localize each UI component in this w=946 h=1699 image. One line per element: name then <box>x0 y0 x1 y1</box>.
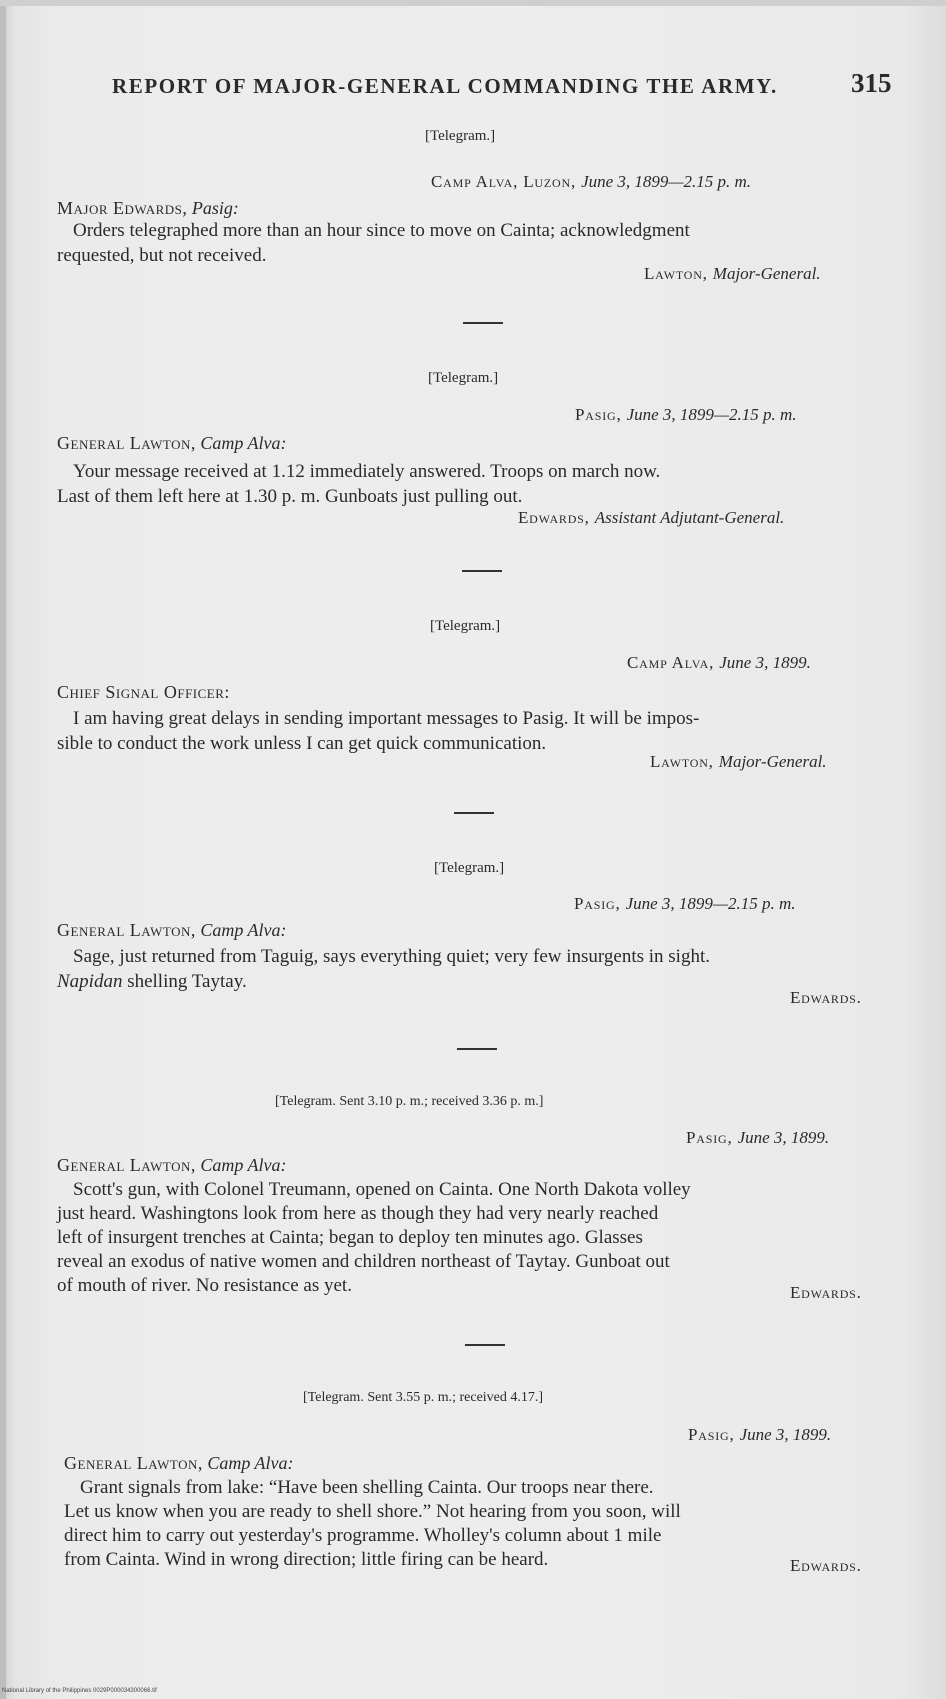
signature-name: Edwards. <box>790 1283 862 1302</box>
scan-footer: National Library of the Philippines 0029P000034300066.tif <box>2 1688 157 1694</box>
telegram-place-date <box>575 405 797 425</box>
telegram-place: Pasig, <box>574 894 621 913</box>
addressee-name: General Lawton, <box>57 433 196 453</box>
signature-name: Edwards, <box>518 508 590 527</box>
section-divider <box>454 812 494 814</box>
telegram-place: Pasig, <box>688 1425 735 1444</box>
telegram-signature <box>518 508 784 528</box>
telegram-addressee <box>64 1453 294 1474</box>
telegram-date: June 3, 1899—2.15 p. m. <box>625 894 796 913</box>
telegram-label: [Telegram.] <box>425 128 496 144</box>
section-divider <box>457 1048 497 1050</box>
addressee-name: General Lawton, <box>57 1155 196 1175</box>
telegram-date: June 3, 1899. <box>739 1425 832 1444</box>
telegram-signature <box>644 264 821 284</box>
addressee-location: Pasig: <box>191 198 239 218</box>
section-divider <box>463 322 503 324</box>
telegram-addressee <box>57 198 239 219</box>
addressee-name: General Lawton, <box>57 920 196 940</box>
signature-name: Lawton, <box>644 264 708 283</box>
body-line: Sage, just returned from Taguig, says everything quiet; very few insurgents in sight. <box>73 946 710 967</box>
section-divider <box>465 1344 505 1346</box>
telegram-addressee <box>57 433 287 454</box>
telegram-date: June 3, 1899—2.15 p. m. <box>626 405 797 424</box>
telegram-place-date <box>574 894 796 914</box>
body-line: sible to conduct the work unless I can get quick communication. <box>57 733 547 754</box>
signature-title: Major-General. <box>712 264 821 283</box>
page-number: 315 <box>851 68 892 98</box>
telegram-label: [Telegram. Sent 3.55 p. m.; received 4.17.] <box>303 1390 544 1405</box>
telegram-label: [Telegram. Sent 3.10 p. m.; received 3.36 p. m.] <box>275 1094 544 1109</box>
body-line: just heard. Washingtons look from here as though they had very nearly reached <box>57 1203 659 1224</box>
telegram-signature <box>790 1556 862 1576</box>
addressee-location: Camp Alva: <box>200 1155 287 1175</box>
telegram-label: [Telegram.] <box>434 860 505 876</box>
telegram-addressee <box>57 920 287 941</box>
telegram-signature <box>650 752 827 772</box>
body-line: reveal an exodus of native women and children northeast of Taytay. Gunboat out <box>57 1251 670 1272</box>
telegram-body <box>57 459 660 509</box>
signature-name: Edwards. <box>790 1556 862 1575</box>
signature-name: Lawton, <box>650 752 714 771</box>
addressee-name: Chief Signal Officer: <box>57 682 230 702</box>
body-line: of mouth of river. No resistance as yet. <box>57 1275 352 1296</box>
signature-name: Edwards. <box>790 988 862 1007</box>
telegram-signature <box>790 1283 862 1303</box>
body-line: from Cainta. Wind in wrong direction; little firing can be heard. <box>64 1549 549 1570</box>
body-line: Scott's gun, with Colonel Treumann, opened on Cainta. One North Dakota volley <box>73 1179 691 1200</box>
body-line: Your message received at 1.12 immediately answered. Troops on march now. <box>73 461 661 482</box>
signature-title: Assistant Adjutant-General. <box>594 508 785 527</box>
telegram-body <box>57 1178 691 1298</box>
telegram-place: Pasig, <box>575 405 622 424</box>
telegram-signature <box>790 988 862 1008</box>
telegram-body <box>57 944 710 994</box>
addressee-name: Major Edwards, <box>57 198 188 218</box>
telegram-label: [Telegram.] <box>428 370 499 386</box>
body-line: direct him to carry out yesterday's programme. Wholley's column about 1 mile <box>64 1525 662 1546</box>
body-line: Napidan shelling Taytay. <box>57 971 247 992</box>
telegram-date: June 3, 1899. <box>737 1128 830 1147</box>
body-line: requested, but not received. <box>57 245 267 266</box>
body-line: Last of them left here at 1.30 p. m. Gunboats just pulling out. <box>57 486 523 507</box>
vessel-name: Napidan <box>57 971 123 992</box>
telegram-place: Pasig, <box>686 1128 733 1147</box>
telegram-place-date <box>686 1128 829 1148</box>
telegram-addressee <box>57 682 230 703</box>
section-divider <box>462 570 502 572</box>
body-line: left of insurgent trenches at Cainta; began to deploy ten minutes ago. Glasses <box>57 1227 643 1248</box>
telegram-date: June 3, 1899. <box>719 653 811 672</box>
body-line: Grant signals from lake: “Have been shelling Cainta. Our troops near there. <box>80 1477 654 1498</box>
page-top-edge <box>0 0 946 6</box>
addressee-location: Camp Alva: <box>207 1453 294 1473</box>
telegram-body <box>57 218 690 268</box>
telegram-place: Camp Alva, <box>627 653 715 672</box>
telegram-place: Camp Alva, Luzon, <box>431 172 577 191</box>
page-edge <box>0 0 6 1699</box>
telegram-addressee <box>57 1155 287 1176</box>
telegram-date: June 3, 1899—2.15 p. m. <box>581 172 752 191</box>
body-line: Let us know when you are ready to shell shore.” Not hearing from you soon, will <box>64 1501 681 1522</box>
addressee-location: Camp Alva: <box>200 433 287 453</box>
telegram-body <box>64 1476 681 1572</box>
telegram-place-date <box>688 1425 831 1445</box>
telegram-label: [Telegram.] <box>430 618 501 634</box>
signature-title: Major-General. <box>718 752 827 771</box>
addressee-name: General Lawton, <box>64 1453 203 1473</box>
telegram-place-date <box>627 653 811 673</box>
telegram-body <box>57 706 699 756</box>
addressee-location: Camp Alva: <box>200 920 287 940</box>
body-line: Orders telegraphed more than an hour since to move on Cainta; acknowledgment <box>73 220 690 241</box>
body-line: I am having great delays in sending important messages to Pasig. It will be impos- <box>73 708 700 729</box>
running-header: REPORT OF MAJOR-GENERAL COMMANDING THE ARMY. <box>112 74 778 98</box>
telegram-place-date <box>431 172 751 192</box>
